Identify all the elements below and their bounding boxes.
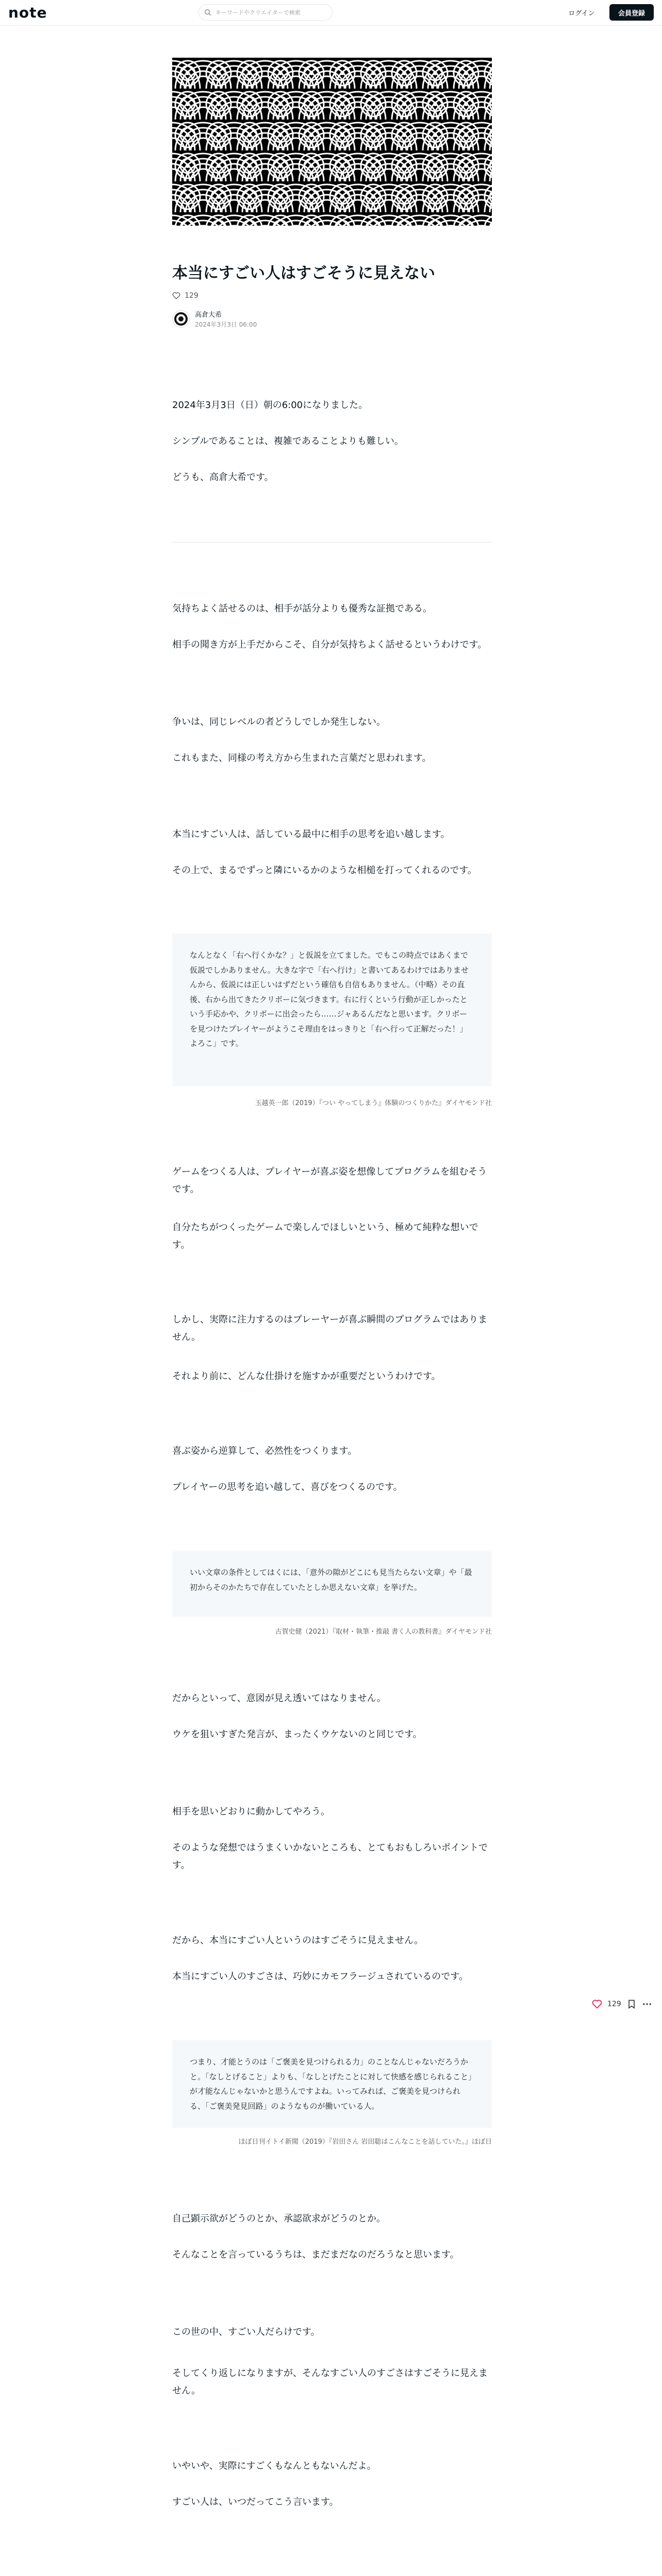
bookmark-icon[interactable] [626,1999,637,2009]
paragraph: 争いは、同じレベルの者どうしでしか発生しない。 [172,717,386,727]
header-image [172,58,492,226]
paragraph: これもまた、同様の考え方から生まれた言葉だと思われます。 [172,753,432,764]
author-avatar-icon [174,312,188,326]
like-count: 129 [185,292,198,300]
wave-pattern-image [172,58,492,226]
article-title: 本当にすごい人はすごそうに見えない [172,264,435,282]
paragraph: その上で、まるでずっと隣にいるかのような相槌を打ってくれるのです。 [172,865,477,876]
search-input[interactable] [198,4,333,21]
search-icon [204,9,211,16]
login-button[interactable]: ログイン [568,9,595,18]
paragraph: いやいや、実際にすごくもなんともないんだよ。 [172,2461,376,2471]
paragraph: 本当にすごい人は、話している最中に相手の思考を追い越します。 [172,829,450,840]
search-placeholder: キーワードやクリエイターで検索 [216,9,301,16]
paragraph: 相手を思いどおりに動かしてやろう。 [172,1806,330,1817]
paragraph: この世の中、すごい人だらけです。 [172,2327,320,2337]
more-icon[interactable] [642,1999,652,2009]
heart-icon[interactable] [172,292,180,300]
paragraph: それより前に、どんな仕掛けを施すかが重要だというわけです。 [172,1371,441,1382]
paragraph: ゲームをつくる人は、プレイヤーが喜ぶ姿を想像してプログラムを組むそうです。 [172,1166,487,1195]
paragraph: ウケを狙いすぎた発言が、まったくウケないのと同じです。 [172,1729,422,1740]
paragraph: シンプルであることは、複雑であることよりも難しい。 [172,436,404,447]
paragraph: 本当にすごい人のすごさは、巧妙にカモフラージュされているのです。 [172,1971,468,1982]
author-name[interactable]: 高倉大希 [195,311,222,319]
paragraph: 自己顕示欲がどうのとか、承認欲求がどうのとか。 [172,2213,386,2224]
paragraph: プレイヤーの思考を追い越して、喜びをつくるのです。 [172,1482,403,1493]
heart-icon[interactable] [592,1999,602,2009]
note-logo[interactable]: note [8,4,47,21]
blockquote: つまり、才能とうのは「ご褒美を見つけられる力」のことなんじゃないだろうかと。「なしとげること」よりも、「なしとげたことに対して快感を感じられること」が才能なんじゃないかと思うんですよね。いってみれば、ご褒美を見つけられる、「ご褒美発見回路」のようなものが働いている人。 [172,2040,492,2128]
paragraph: そのような発想ではうまくいかないところも、とてもおもしろいポイントです。 [172,1842,488,1871]
like-counter[interactable] [172,292,198,300]
floating-action-bar [592,1999,652,2009]
paragraph: 自分たちがつくったゲームで楽しんでほしいという、極めて純粋な想いです。 [172,1222,478,1251]
blockquote: いい文章の条件としてはくには、「意外の隙がどこにも見当たらない文章」や「最初からそのかたちで存在していたとしか思えない文章」を挙げた。 [172,1551,492,1617]
paragraph: どうも、高倉大希です。 [172,472,274,483]
paragraph: すごい人は、いつだってこう言います。 [172,2497,339,2507]
quote-citation: 古賀史健（2021）『取材・執筆・推敲 書く人の教科書』ダイヤモンド社 [275,1628,492,1636]
top-header [0,0,662,26]
avatar[interactable] [172,310,190,328]
signup-button[interactable]: 会員登録 [609,4,654,21]
paragraph: 気持ちよく話せるのは、相手が話分よりも優秀な証拠である。 [172,603,432,614]
paragraph: 喜ぶ姿から逆算して、必然性をつくります。 [172,1446,357,1456]
paragraph: そしてくり返しになりますが、そんなすごい人のすごさはすごそうに見えません。 [172,2368,488,2397]
paragraph: だから、本当にすごい人というのはすごそうに見えません。 [172,1935,424,1946]
quote-citation: 玉越英一郎（2019）『つい やってしまう』体験のつくりかた』ダイヤモンド社 [255,1099,492,1107]
paragraph: しかし、実際に注力するのはプレーヤーが喜ぶ瞬間のプログラムではありません。 [172,1314,488,1343]
paragraph: 相手の聞き方が上手だからこそ、自分が気持ちよく話せるというわけです。 [172,639,487,650]
divider [172,542,492,543]
paragraph: だからといって、意図が見え透いてはなりません。 [172,1693,386,1704]
paragraph: 2024年3月3日（日）朝の6:00になりました。 [172,400,368,411]
publish-date: 2024年3月3日 06:00 [195,321,257,328]
floating-like-count: 129 [607,2000,621,2008]
author-block[interactable] [172,309,257,329]
quote-citation: ほぼ日刊イトイ新聞（2019）『岩田さん 岩田聡はこんなことを話していた。』ほぼ日 [238,2138,492,2146]
paragraph: そんなことを言っているうちは、まだまだなのだろうなと思います。 [172,2249,459,2260]
blockquote: なんとなく「右へ行くかな？」と仮説を立てました。でもこの時点ではあくまで仮説でしかありません。大きな字で「右へ行け」と書いてあるわけではありませんから、仮説には正しいはずだという確信も自信もありません。（中略）その直後、右から出てきたクリボーに気づきます。右に行くという行動が正しかったという手応かや、クリボーに出会ったら……ジャあるんだなと思います。クリボーを見つけたプレイヤーがようこそ理由をはっきりと「右へ行って正解だった！」よろこ」です。 [172,934,492,1086]
